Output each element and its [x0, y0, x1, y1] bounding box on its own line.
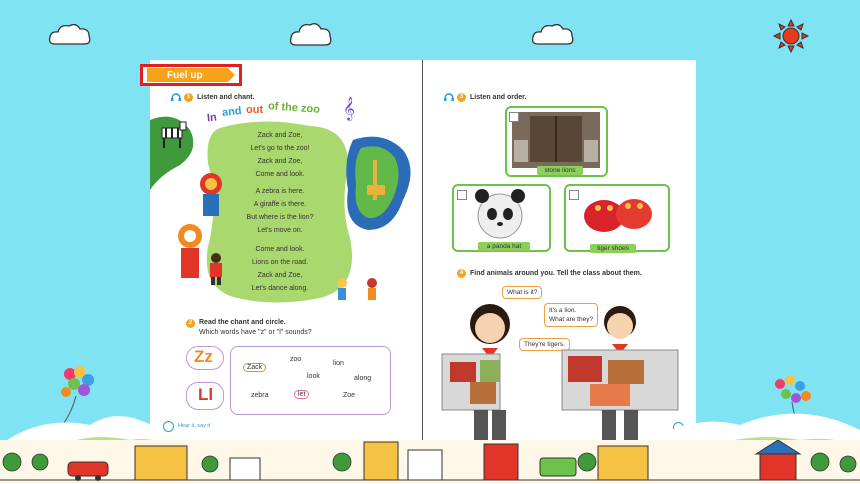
- chant-line: Zack and Zoe,: [257, 158, 303, 165]
- caption-tiger-shoes: tiger shoes: [597, 245, 629, 252]
- order-checkbox[interactable]: [569, 190, 579, 200]
- task-4-instruction: Find animals around you. Tell the class about them.: [470, 270, 642, 277]
- lion-dancer-illustration: [175, 222, 205, 282]
- letter-ll: Ll: [198, 385, 214, 404]
- caption-panda-hat: a panda hat: [486, 243, 522, 250]
- word-zoo[interactable]: zoo: [290, 356, 302, 363]
- caption-stone-lions: stone lions: [544, 167, 576, 174]
- zebra-illustration: [158, 120, 190, 150]
- word-zoe[interactable]: Zoe: [343, 392, 356, 399]
- circled-word: let: [294, 390, 309, 399]
- lion-dancer-illustration: [195, 172, 227, 220]
- city-scene-decoration: [0, 440, 860, 484]
- word-zack[interactable]: [243, 364, 266, 371]
- task-number-4: 4: [457, 269, 466, 278]
- chant-title-in: In: [206, 111, 218, 125]
- tiger-shoes-photo: [580, 188, 656, 240]
- circled-word: Zack: [243, 363, 266, 372]
- task-number-1: 1: [184, 93, 193, 102]
- task-3-instruction: Listen and order.: [470, 94, 527, 101]
- stanza-2: [230, 185, 330, 237]
- chant-line: Come and look.: [255, 246, 305, 253]
- cloud-decoration: [530, 22, 578, 48]
- speech-bubble-question: What is it?: [502, 286, 542, 299]
- task-number-3: 3: [457, 93, 466, 102]
- word-lion[interactable]: lion: [333, 360, 344, 367]
- task-2-instruction: Read the chant and circle.: [199, 319, 286, 326]
- task-number-2: 2: [186, 319, 195, 328]
- page-divider: [422, 60, 423, 448]
- cloud-decoration: [288, 21, 334, 49]
- word-look[interactable]: look: [307, 373, 320, 380]
- child-illustration: [205, 252, 227, 286]
- chant-title-and: and: [221, 105, 243, 119]
- word-zebra[interactable]: zebra: [251, 392, 269, 399]
- task-2-subtext: Which words have "z" or "l" sounds?: [199, 329, 312, 336]
- chant-line: Let's dance along.: [251, 285, 309, 292]
- chant-title-rest: of the zoo: [267, 100, 321, 116]
- stanza-1: [230, 129, 330, 181]
- stanza-3: [230, 243, 330, 295]
- chant-title-out: out: [246, 104, 264, 116]
- bubble-line: What are they?: [549, 316, 594, 323]
- chant-line: But where is the lion?: [246, 214, 314, 221]
- sun-icon: [771, 18, 811, 54]
- fuel-up-label: Fuel up: [167, 70, 203, 81]
- footer-label: Hear it, say it: [178, 423, 211, 429]
- stone-lions-photo: [512, 112, 600, 168]
- chant-line: Let's go to the zoo!: [250, 145, 310, 152]
- chant-line: A zebra is here.: [255, 188, 305, 195]
- order-checkbox[interactable]: [457, 190, 467, 200]
- letter-zz: Zz: [194, 347, 213, 366]
- chant-line: Zack and Zoe,: [257, 272, 303, 279]
- headphones-icon[interactable]: [171, 93, 181, 101]
- chant-line: Let's move on.: [257, 227, 303, 234]
- headphones-icon[interactable]: [444, 93, 454, 101]
- order-checkbox[interactable]: [509, 112, 519, 122]
- pond-giraffe-illustration: [343, 130, 423, 240]
- chant-line: Lions on the road.: [251, 259, 309, 266]
- speech-bubble-tigers: They're tigers.: [519, 338, 570, 351]
- chant-line: Zack and Zoe,: [257, 132, 303, 139]
- chant-line: A giraffe is there.: [253, 201, 307, 208]
- word-along[interactable]: along: [354, 375, 372, 382]
- panda-hat-photo: [470, 186, 530, 242]
- children-dancing-illustration: [330, 275, 390, 307]
- music-note-icon: 𝄞: [343, 98, 355, 120]
- cloud-decoration: [47, 22, 93, 48]
- task-1-instruction: Listen and chant.: [197, 94, 255, 101]
- chant-line: Come and look.: [255, 171, 305, 178]
- bubble-line: It's a lion.: [549, 307, 577, 314]
